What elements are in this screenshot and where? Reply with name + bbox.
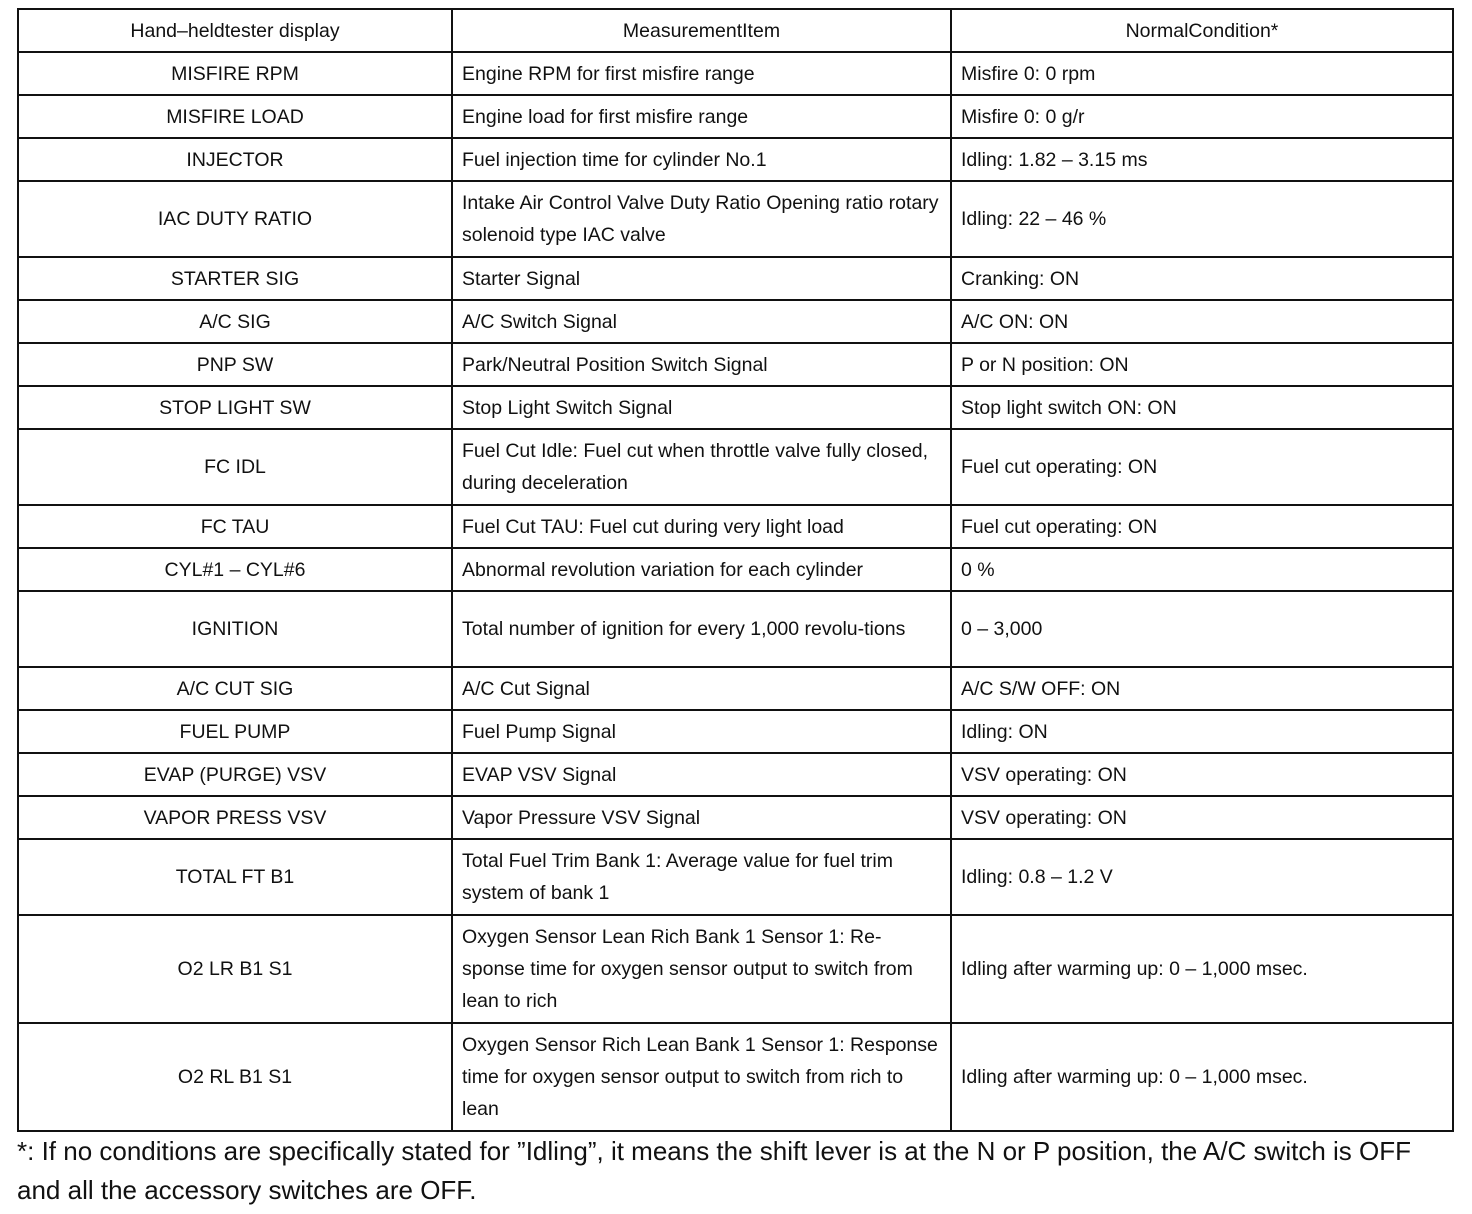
normal-condition-cell: Fuel cut operating: ON (951, 505, 1453, 548)
normal-condition-cell: Idling after warming up: 0 – 1,000 msec. (951, 915, 1453, 1023)
normal-condition-cell: Idling: ON (951, 710, 1453, 753)
table-row (18, 839, 1453, 915)
header-measurement-item: MeasurementItem (452, 9, 951, 52)
measurement-item-cell: Total number of ignition for every 1,000 revolu-tions (452, 591, 951, 667)
tester-data-table (17, 8, 1454, 1132)
tester-display-cell: MISFIRE LOAD (18, 95, 452, 138)
tester-display-cell: IAC DUTY RATIO (18, 181, 452, 257)
measurement-item-cell: Fuel Cut Idle: Fuel cut when throttle valve fully closed, during deceleration (452, 429, 951, 505)
tester-display-cell: FC TAU (18, 505, 452, 548)
table-row (18, 591, 1453, 667)
normal-condition-cell: A/C ON: ON (951, 300, 1453, 343)
normal-condition-cell: Idling after warming up: 0 – 1,000 msec. (951, 1023, 1453, 1131)
normal-condition-cell: Fuel cut operating: ON (951, 429, 1453, 505)
table-row (18, 386, 1453, 429)
measurement-item-cell: Fuel injection time for cylinder No.1 (452, 138, 951, 181)
measurement-item-cell: Fuel Cut TAU: Fuel cut during very light load (452, 505, 951, 548)
normal-condition-cell: Idling: 1.82 – 3.15 ms (951, 138, 1453, 181)
table-row (18, 429, 1453, 505)
tester-display-cell: A/C SIG (18, 300, 452, 343)
normal-condition-cell: VSV operating: ON (951, 753, 1453, 796)
table-row (18, 257, 1453, 300)
tester-display-cell: FC IDL (18, 429, 452, 505)
tester-display-cell: VAPOR PRESS VSV (18, 796, 452, 839)
measurement-item-cell: Stop Light Switch Signal (452, 386, 951, 429)
measurement-item-cell: Oxygen Sensor Rich Lean Bank 1 Sensor 1: Response time for oxygen sensor output to switch from rich to lean (452, 1023, 951, 1131)
measurement-item-cell: A/C Switch Signal (452, 300, 951, 343)
table-row (18, 915, 1453, 1023)
measurement-item-cell: A/C Cut Signal (452, 667, 951, 710)
measurement-item-cell: Total Fuel Trim Bank 1: Average value for fuel trim system of bank 1 (452, 839, 951, 915)
table-row (18, 52, 1453, 95)
measurement-item-cell: Park/Neutral Position Switch Signal (452, 343, 951, 386)
table-header-row (18, 9, 1453, 52)
table-row (18, 1023, 1453, 1131)
table-row (18, 753, 1453, 796)
measurement-item-cell: Starter Signal (452, 257, 951, 300)
measurement-item-cell: Fuel Pump Signal (452, 710, 951, 753)
spec-sheet (17, 8, 1452, 1132)
tester-display-cell: EVAP (PURGE) VSV (18, 753, 452, 796)
normal-condition-cell: A/C S/W OFF: ON (951, 667, 1453, 710)
normal-condition-cell: 0 – 3,000 (951, 591, 1453, 667)
tester-display-cell: INJECTOR (18, 138, 452, 181)
normal-condition-cell: VSV operating: ON (951, 796, 1453, 839)
tester-display-cell: TOTAL FT B1 (18, 839, 452, 915)
table-row (18, 181, 1453, 257)
table-row (18, 505, 1453, 548)
tester-display-cell: CYL#1 – CYL#6 (18, 548, 452, 591)
normal-condition-cell: Misfire 0: 0 rpm (951, 52, 1453, 95)
tester-display-cell: STOP LIGHT SW (18, 386, 452, 429)
footnote: *: If no conditions are specifically stated for ”Idling”, it means the shift lever is at the N or P position, the A/C switch is OFF and all the accessory switches are OFF. (17, 1136, 1412, 1205)
measurement-item-cell: EVAP VSV Signal (452, 753, 951, 796)
normal-condition-cell: 0 % (951, 548, 1453, 591)
tester-display-cell: MISFIRE RPM (18, 52, 452, 95)
header-normal-condition: NormalCondition* (951, 9, 1453, 52)
normal-condition-cell: Stop light switch ON: ON (951, 386, 1453, 429)
normal-condition-cell: Misfire 0: 0 g/r (951, 95, 1453, 138)
table-row (18, 796, 1453, 839)
measurement-item-cell: Abnormal revolution variation for each cylinder (452, 548, 951, 591)
measurement-item-cell: Engine load for first misfire range (452, 95, 951, 138)
measurement-item-cell: Engine RPM for first misfire range (452, 52, 951, 95)
normal-condition-cell: P or N position: ON (951, 343, 1453, 386)
table-row (18, 667, 1453, 710)
table-row (18, 548, 1453, 591)
measurement-item-cell: Intake Air Control Valve Duty Ratio Opening ratio rotary solenoid type IAC valve (452, 181, 951, 257)
table-row (18, 138, 1453, 181)
tester-display-cell: STARTER SIG (18, 257, 452, 300)
measurement-item-cell: Vapor Pressure VSV Signal (452, 796, 951, 839)
tester-display-cell: FUEL PUMP (18, 710, 452, 753)
tester-display-cell: PNP SW (18, 343, 452, 386)
normal-condition-cell: Idling: 0.8 – 1.2 V (951, 839, 1453, 915)
table-row (18, 95, 1453, 138)
tester-display-cell: O2 LR B1 S1 (18, 915, 452, 1023)
normal-condition-cell: Idling: 22 – 46 % (951, 181, 1453, 257)
tester-display-cell: IGNITION (18, 591, 452, 667)
tester-display-cell: A/C CUT SIG (18, 667, 452, 710)
table-row (18, 343, 1453, 386)
normal-condition-cell: Cranking: ON (951, 257, 1453, 300)
header-tester-display: Hand–heldtester display (18, 9, 452, 52)
table-row (18, 710, 1453, 753)
table-row (18, 300, 1453, 343)
measurement-item-cell: Oxygen Sensor Lean Rich Bank 1 Sensor 1: Re-sponse time for oxygen sensor output to switch from lean to rich (452, 915, 951, 1023)
tester-display-cell: O2 RL B1 S1 (18, 1023, 452, 1131)
